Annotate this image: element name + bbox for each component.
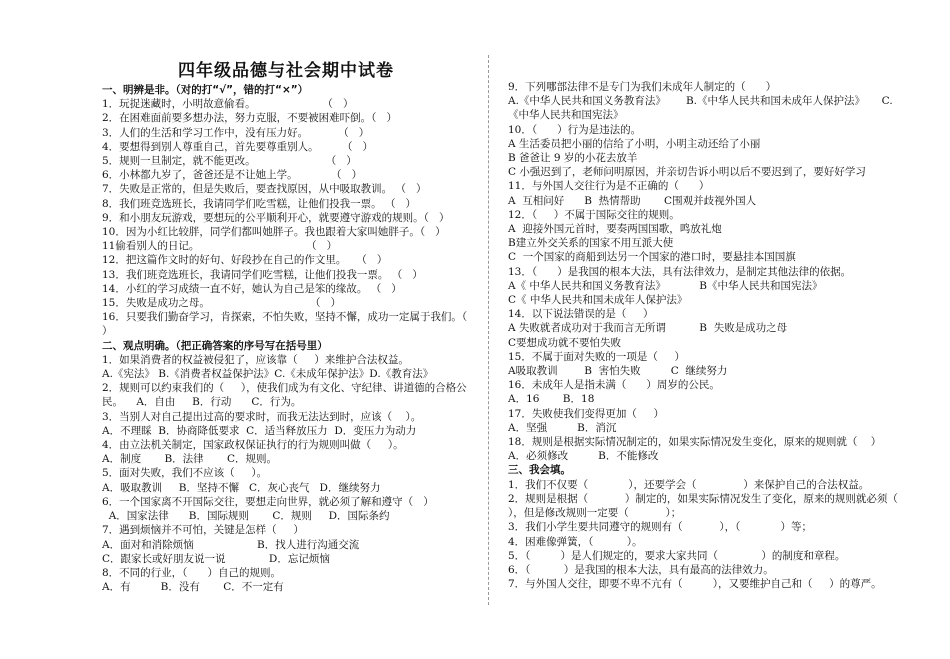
section-heading: 二、观点明确。（把正确答案的序号写在括号里）: [102, 339, 328, 352]
question-line: C 一个国家的商船到达另一个国家的港口时，要悬挂本国国旗: [508, 251, 796, 264]
question-line: 8．不同的行业，（ ）自己的规则。: [102, 566, 281, 579]
question-line: 5．规则一旦制定，就不能更改。 （ ）: [102, 155, 357, 168]
question-line: 9．和小朋友玩游戏，要想玩的公平顺利开心，就要遵守游戏的规则。（ ）: [102, 211, 450, 224]
question-line: 10．（ ）行为是违法的。: [508, 123, 642, 136]
question-line: A．制度 B．法律 C．规则。: [102, 453, 278, 466]
question-line: 7．与外国人交往，即要不卑不亢有（ ），又要维护自己和（ ）的尊严。: [508, 578, 882, 591]
question-line: A．面对和消除烦恼 B．找人进行沟通交流: [102, 538, 360, 551]
question-line: 10．因为小红比较胖，同学们都叫她胖子。我也跟着大家叫她胖子。（ ）: [102, 226, 446, 239]
question-line: A 互相问好 B 热情帮助 C围观并歧视外国人: [508, 194, 757, 207]
question-line: A．吸取教训 B．坚持不懈 C．灰心丧气 D．继续努力: [102, 481, 381, 494]
question-line: A．国家法律 B．国际规则 C．规则 D．国际条约: [102, 510, 390, 523]
question-line: 13．我们班竞选班长，我请同学们吃雪糕，让他们投我一票。 （ ）: [102, 268, 423, 281]
question-line: A 失败就者成功对于我而言无所谓 B 失败是成功之母: [508, 322, 788, 335]
question-line: 5．（ ）是人们规定的，要求大家共同（ ）的制度和章程。: [508, 549, 846, 562]
right-column: [508, 80, 935, 591]
question-line: 4．要想得到别人尊重自己，首先要尊重别人。 （ ）: [102, 140, 374, 153]
question-line: A．16 B．18: [508, 393, 595, 406]
question-line: 15．不属于面对失败的一项是（ ）: [508, 350, 686, 363]
question-line: 2．规则是根据（ ）制定的，如果实际情况发生了变化，原来的规则就必须（ ），但是修改规则一定要（ ）；: [508, 492, 935, 520]
question-line: C要想成功就不要怕失败: [508, 336, 622, 349]
question-line: 3．我们小学生要共同遵守的规则有（ ），（ ）等；: [508, 521, 812, 534]
page-title: 四年级品德与社会期中试卷: [178, 61, 394, 81]
question-line: 4．由立法机关制定，国家政权保证执行的行为规则叫做（ ）。: [102, 439, 404, 452]
question-line: 11偷看别人的日记。 （ ）: [102, 240, 338, 253]
question-line: A．有 B．没有 C．不一定有: [102, 581, 284, 594]
question-line: 9．下列哪部法律不是专门为我们未成年人制定的（ ）: [508, 81, 777, 93]
question-line: A吸取教训 B 害怕失败 C 继续努力: [508, 365, 728, 378]
question-line: 1．如果消费者的权益被侵犯了，应该靠（ ）来维护合法权益。: [102, 353, 409, 366]
question-line: 5．面对失败，我们不应该（ ）。: [102, 467, 268, 480]
section-heading: 一、明辨是非。（对的打“√”，错的打“×”）: [102, 84, 309, 96]
question-line: 16．未成年人是指未满（ ）周岁的公民。: [508, 379, 720, 392]
question-line: B建立外交关系的国家不用互派大使: [508, 237, 674, 250]
question-line: 1．我们不仅要（ ），还要学会（ ）来保护自己的合法权益。: [508, 478, 870, 491]
question-line: A.《宪法》 B.《消费者权益保护法》C.《未成年保护法》D.《教育法》: [102, 368, 434, 381]
section-heading: 三、我会填。: [508, 464, 571, 477]
question-line: A．坚强 B．消沉: [508, 421, 617, 434]
question-line: C．跟家长或好朋友说一说 D．忘记烦恼: [102, 552, 330, 565]
question-line: 11．与外国人交往行为是不正确的（ ）: [508, 180, 710, 193]
question-line: 12．把这篇作文时的好句、好段抄在自己的作文里。 （ ）: [102, 254, 388, 267]
left-column: [102, 56, 478, 594]
question-line: C 小强迟到了，老师问明原因，并亲切告诉小明以后不要迟到了，要好好学习: [508, 166, 866, 179]
question-line: 3．当别人对自己提出过高的要求时，而我无法达到时，应该（ ）。: [102, 410, 422, 423]
right-question-list: [508, 80, 935, 591]
question-line: 1．玩捉迷藏时，小明故意偷看。 （ ）: [102, 98, 354, 111]
question-line: B 爸爸让 9 岁的小花去放羊: [508, 152, 638, 165]
question-line: 15．失败是成功之母。 （ ）: [102, 297, 342, 310]
question-line: 12．（ ）不属于国际交往的规则。: [508, 208, 680, 221]
question-line: 16．只要我们勤奋学习，肯探索，不怕失败，坚持不懈，成功一定属于我们。（ ）: [102, 311, 478, 338]
question-line: A《 中华人民共和国义务教育法》 B《中华人民共和国宪法》: [508, 279, 823, 292]
question-line: 7．遇到烦恼并不可怕，关键是怎样（ ）: [102, 524, 304, 537]
question-line: 13．（ ）是我国的根本大法，具有法律效力，是制定其他法律的依据。: [508, 265, 852, 278]
question-line: A 生活委员把小丽的信给了小明，小明主动还给了小丽: [508, 137, 761, 150]
question-line: 7．失败是正常的，但是失败后，要查找原因，从中吸取教训。 （ ）: [102, 183, 427, 196]
question-line: A.《中华人民共和国义务教育法》 B.《中华人民共和国未成年人保护法》 C.《中华人民共和国宪法》: [508, 95, 893, 122]
question-line: C《 中华人民共和国未成年人保护法》: [508, 294, 688, 307]
question-line: 2．在困难面前要多想办法，努力克服，不要被困难吓倒。（ ）: [102, 112, 397, 125]
question-line: 6．一个国家离不开国际交往，要想走向世界，就必须了解和遵守（ ）: [102, 495, 434, 508]
question-line: 14．以下说法错误的是（ ）: [508, 308, 654, 321]
question-line: 6．（ ）是我国的根本大法，具有最高的法律效力。: [508, 563, 774, 576]
question-line: 14．小红的学习成绩一直不好，她认为自己是笨的缘故。 （ ）: [102, 282, 402, 295]
question-line: 2．规则可以约束我们的（ ），使我们成为有文化、守纪律、讲道德的合格公民。 A．自由 B．行动 C．行为。: [102, 382, 467, 409]
question-line: 3．人们的生活和学习工作中，没有压力好。 （ ）: [102, 126, 370, 139]
column-divider: [488, 55, 489, 605]
question-line: 6．小林都九岁了，爸爸还是不让她上学。 （ ）: [102, 169, 363, 182]
question-line: 18．规则是根据实际情况制定的，如果实际情况发生变化，原来的规则就（ ） A．必须修改 B．不能修改: [508, 436, 895, 463]
question-line: 8．我们班竞选班长，我请同学们吃雪糕，让他们投我一票。 （ ）: [102, 197, 417, 210]
question-line: A．不理睬 B．协商降低要求 C．适当释放压力 D．变压力为动力: [102, 424, 417, 437]
question-line: A 迎接外国元首时，要奏两国国歌，鸣放礼炮: [508, 223, 722, 236]
left-question-list: [102, 83, 478, 594]
question-line: 17．失败使我们变得更加（ ）: [508, 407, 665, 420]
question-line: 4．困难像弹簧，（ ）。: [508, 535, 643, 548]
